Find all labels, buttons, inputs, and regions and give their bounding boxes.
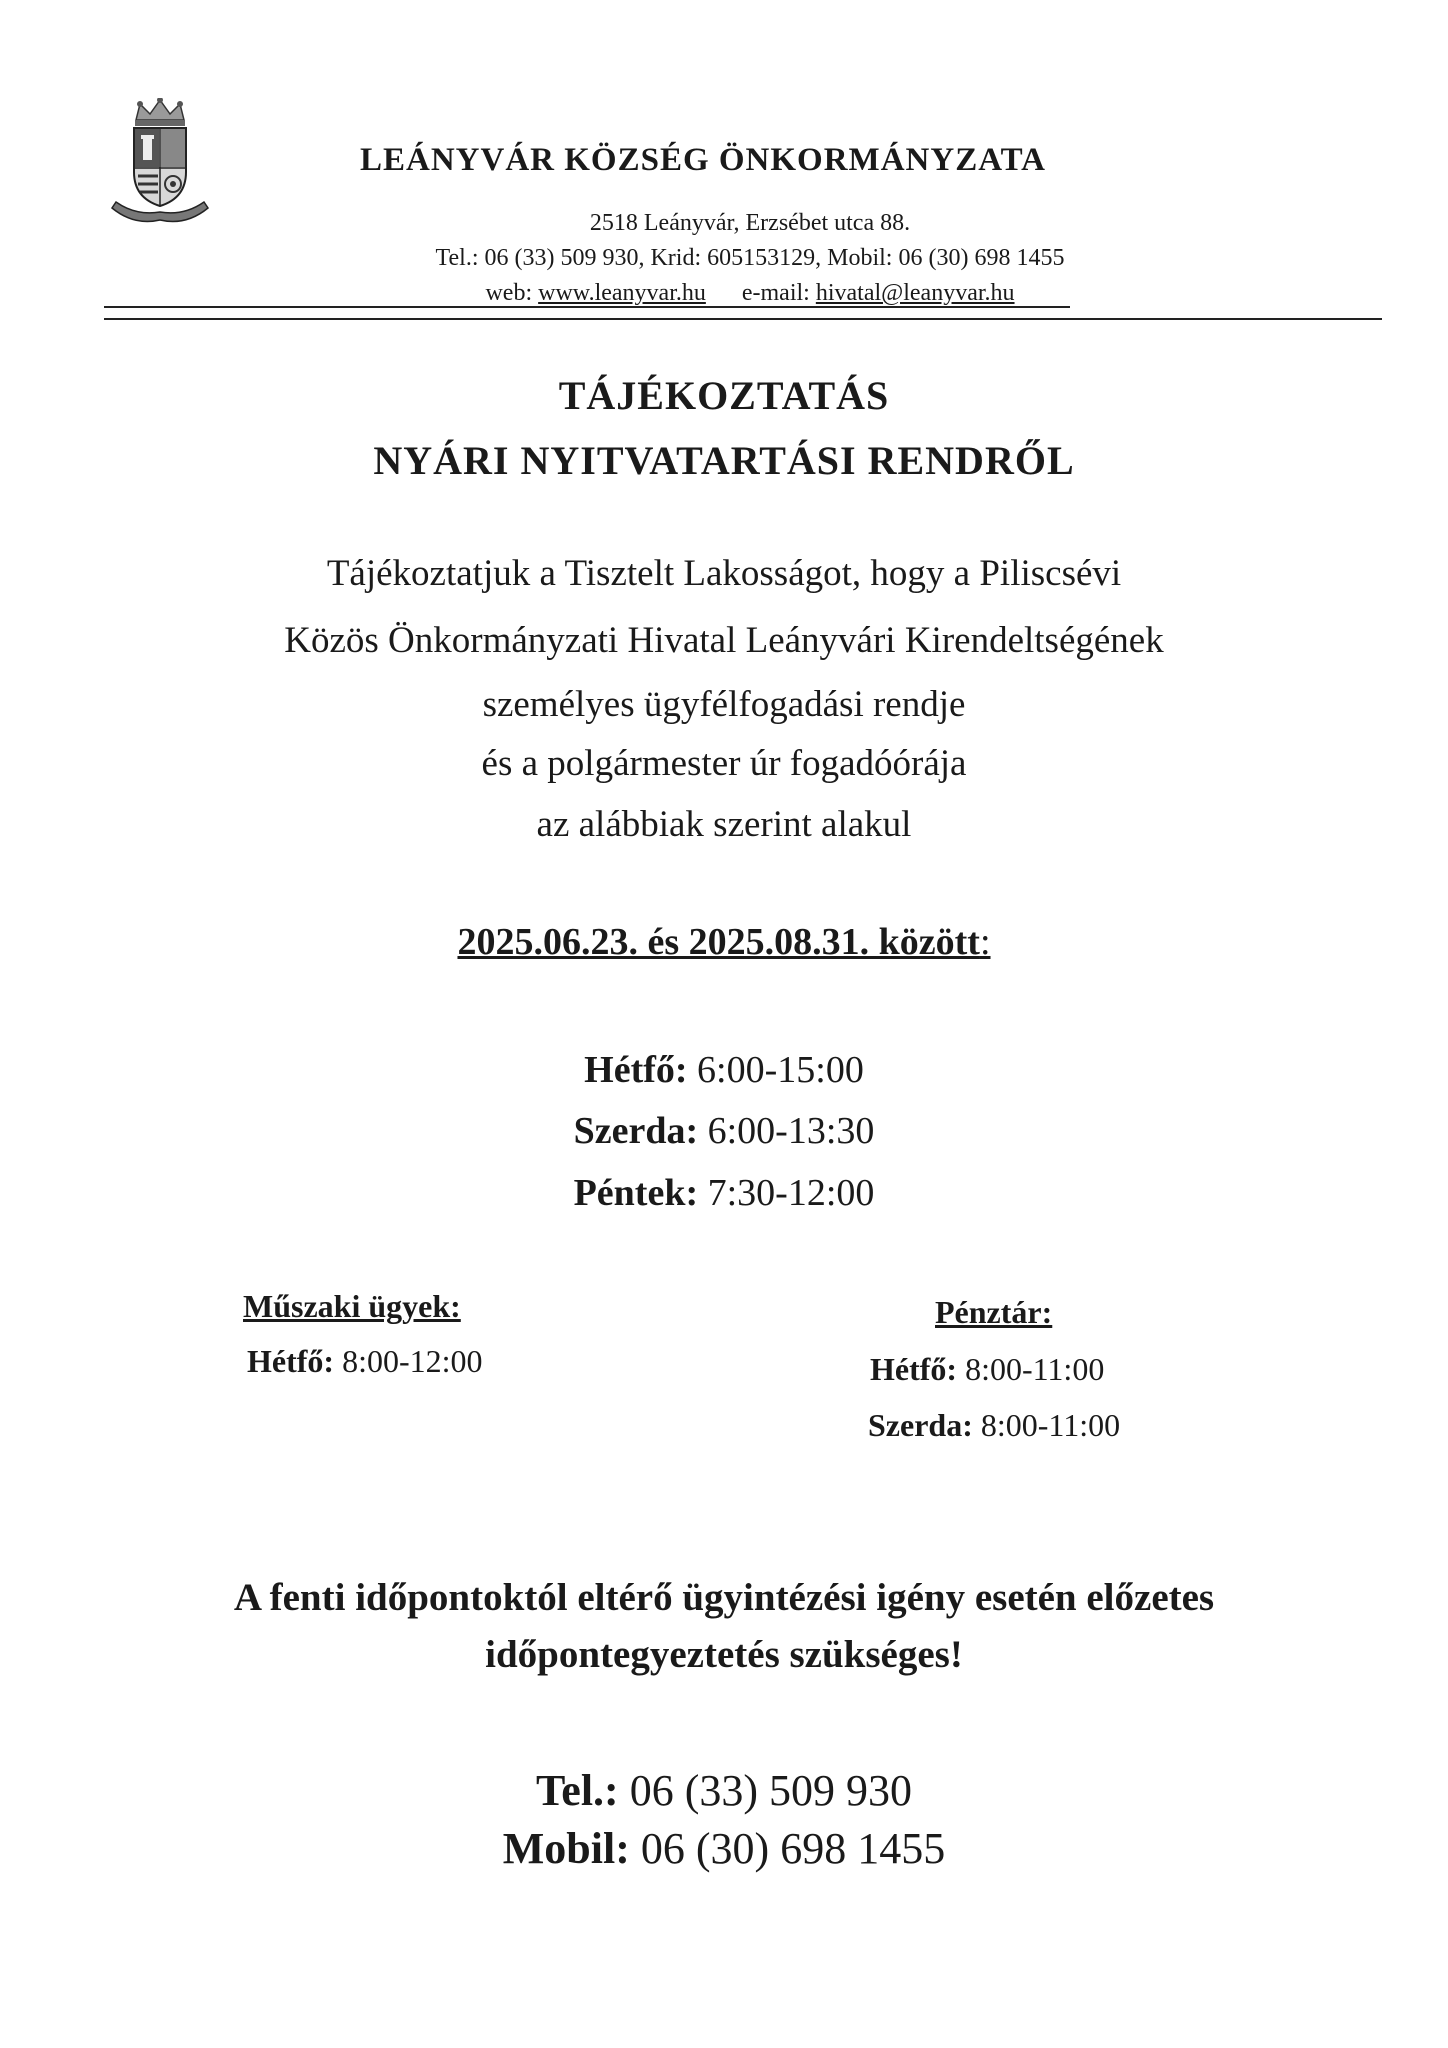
cashier-day: Szerda: bbox=[868, 1407, 973, 1443]
contact-label: Tel.: bbox=[535, 1766, 619, 1815]
intro-line: személyes ügyfélfogadási rendje bbox=[482, 684, 966, 725]
schedule-day: Hétfő: bbox=[584, 1049, 688, 1091]
technical-hours: 8:00-12:00 bbox=[342, 1343, 483, 1379]
cashier-day: Hétfő: bbox=[870, 1351, 958, 1387]
email-label: e-mail: bbox=[741, 280, 810, 306]
cashier-hours: 8:00-11:00 bbox=[965, 1351, 1105, 1387]
period-dates: 2025.06.23. és 2025.08.31. között bbox=[457, 921, 980, 963]
intro-line: Közös Önkormányzati Hivatal Leányvári Kirendeltségének bbox=[284, 620, 1164, 661]
cashier-heading: Pénztár: bbox=[935, 1294, 1053, 1330]
appointment-notice: A fenti időpontoktól eltérő ügyintézési igény esetén előzetes bbox=[233, 1576, 1215, 1619]
contact-value: 06 (30) 698 1455 bbox=[640, 1824, 946, 1873]
document-subtitle: NYÁRI NYITVATARTÁSI RENDRŐL bbox=[373, 438, 1075, 483]
header-divider-long bbox=[104, 318, 1382, 320]
contact-phone bbox=[0, 1765, 1448, 1816]
technical-affairs-heading: Műszaki ügyek: bbox=[243, 1288, 461, 1324]
contact-mobile bbox=[0, 1823, 1448, 1874]
schedule-hours: 6:00-13:30 bbox=[707, 1110, 875, 1152]
period-heading bbox=[0, 920, 1448, 964]
cashier-row bbox=[870, 1351, 1104, 1388]
technical-affairs-row bbox=[247, 1343, 483, 1380]
address-line: 2518 Leányvár, Erzsébet utca 88. bbox=[589, 210, 911, 236]
intro-line: az alábbiak szerint alakul bbox=[536, 804, 912, 845]
organization-name: LEÁNYVÁR KÖZSÉG ÖNKORMÁNYZATA bbox=[360, 142, 1046, 178]
cashier-hours: 8:00-11:00 bbox=[980, 1407, 1121, 1443]
intro-line: Tájékoztatjuk a Tisztelt Lakosságot, hogy a Piliscsévi bbox=[326, 553, 1122, 594]
web-label: web: bbox=[485, 280, 533, 306]
web-email-line bbox=[360, 280, 1140, 307]
schedule-day: Szerda: bbox=[573, 1110, 699, 1152]
web-link[interactable]: www.leanyvar.hu bbox=[538, 280, 706, 306]
phone-line: Tel.: 06 (33) 509 930, Krid: 605153129, Mobil: 06 (30) 698 1455 bbox=[435, 245, 1065, 271]
email-link[interactable]: hivatal@leanyvar.hu bbox=[815, 280, 1015, 306]
schedule-hours: 7:30-12:00 bbox=[707, 1172, 875, 1214]
schedule-hours: 6:00-15:00 bbox=[697, 1049, 864, 1091]
contact-value: 06 (33) 509 930 bbox=[629, 1766, 913, 1815]
period-colon: : bbox=[979, 921, 991, 963]
technical-day: Hétfő: bbox=[247, 1343, 335, 1379]
document-title: TÁJÉKOZTATÁS bbox=[558, 373, 890, 418]
intro-line: és a polgármester úr fogadóórája bbox=[481, 743, 967, 784]
schedule-day: Péntek: bbox=[573, 1172, 699, 1214]
schedule-row bbox=[0, 1171, 1448, 1215]
cashier-row bbox=[868, 1407, 1120, 1444]
appointment-notice: időpontegyeztetés szükséges! bbox=[485, 1633, 963, 1676]
schedule-row bbox=[0, 1048, 1448, 1092]
coat-of-arms-icon bbox=[108, 98, 212, 228]
header-divider bbox=[104, 306, 1070, 308]
contact-label: Mobil: bbox=[502, 1824, 630, 1873]
schedule-row bbox=[0, 1109, 1448, 1153]
